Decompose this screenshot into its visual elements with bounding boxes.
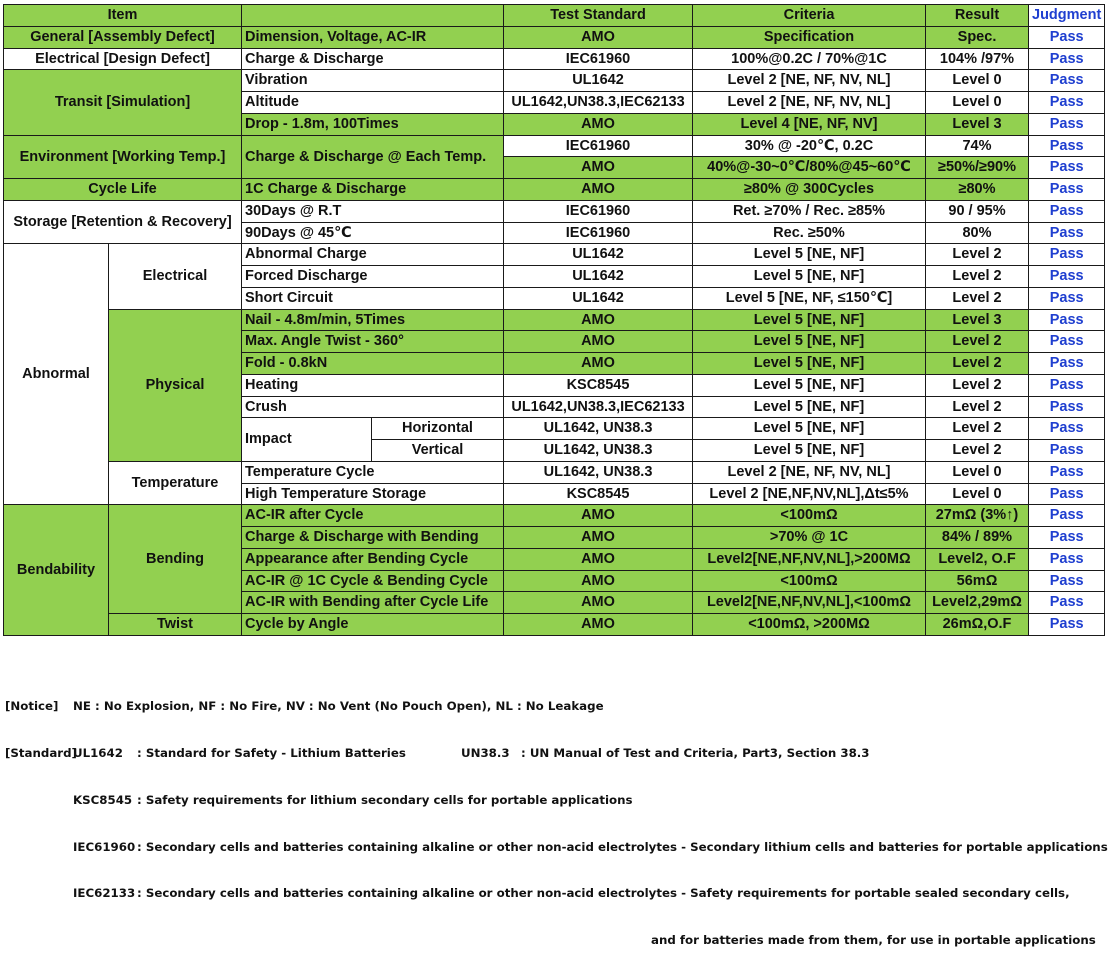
table-row xyxy=(4,244,1105,266)
result-cell: Level 2 xyxy=(926,374,1029,396)
judgment-cell: Pass xyxy=(1029,309,1105,331)
criteria-cell: Level 5 [NE, NF] xyxy=(693,353,926,375)
criteria-cell: Level 5 [NE, NF] xyxy=(693,331,926,353)
standard-cell: AMO xyxy=(504,614,693,636)
result-cell: Level 3 xyxy=(926,113,1029,135)
standard-line-iec61960 xyxy=(5,839,1108,856)
test-cell: Altitude xyxy=(242,92,504,114)
standard-cell: KSC8545 xyxy=(504,374,693,396)
header-result: Result xyxy=(926,5,1029,27)
criteria-cell: <100mΩ xyxy=(693,505,926,527)
judgment-cell: Pass xyxy=(1029,374,1105,396)
criteria-cell: Ret. ≥70% / Rec. ≥85% xyxy=(693,200,926,222)
header-criteria: Criteria xyxy=(693,5,926,27)
test-cell: Nail - 4.8m/min, 5Times xyxy=(242,309,504,331)
standard-desc: and for batteries made from them, for use in portable applications xyxy=(651,933,1096,948)
standard-cell: AMO xyxy=(504,592,693,614)
criteria-cell: Level 5 [NE, NF] xyxy=(693,309,926,331)
result-cell: Level 3 xyxy=(926,309,1029,331)
result-cell: ≥80% xyxy=(926,179,1029,201)
category-cell: Cycle Life xyxy=(4,179,242,201)
result-cell: Level 2 xyxy=(926,287,1029,309)
standard-cell: IEC61960 xyxy=(504,48,693,70)
standard-line-iec62133-cont xyxy=(5,933,1096,949)
criteria-cell: Level2[NE,NF,NV,NL],>200MΩ xyxy=(693,548,926,570)
criteria-cell: >70% @ 1C xyxy=(693,527,926,549)
standard-cell: IEC61960 xyxy=(504,135,693,157)
result-cell: Level 2 xyxy=(926,396,1029,418)
test-cell: Short Circuit xyxy=(242,287,504,309)
standard-cell: UL1642, UN38.3 xyxy=(504,461,693,483)
result-cell: 90 / 95% xyxy=(926,200,1029,222)
standard-cell: AMO xyxy=(504,309,693,331)
judgment-cell: Pass xyxy=(1029,157,1105,179)
standard-desc: : Safety requirements for lithium secondary cells for portable applications xyxy=(137,792,633,807)
standard-cell: UL1642 xyxy=(504,266,693,288)
result-cell: 74% xyxy=(926,135,1029,157)
standard-line-ul1642 xyxy=(5,745,870,762)
standard-key: KSC8545 xyxy=(73,792,133,807)
standard-cell: UL1642,UN38.3,IEC62133 xyxy=(504,92,693,114)
category-cell: Transit [Simulation] xyxy=(4,70,242,135)
judgment-cell: Pass xyxy=(1029,92,1105,114)
test-cell: 1C Charge & Discharge xyxy=(242,179,504,201)
judgment-cell: Pass xyxy=(1029,353,1105,375)
standard-cell: UL1642, UN38.3 xyxy=(504,440,693,462)
judgment-cell: Pass xyxy=(1029,331,1105,353)
subcategory-cell: Physical xyxy=(109,309,242,461)
standard-cell: UL1642, UN38.3 xyxy=(504,418,693,440)
test-cell: Drop - 1.8m, 100Times xyxy=(242,113,504,135)
test-cell: Charge & Discharge @ Each Temp. xyxy=(242,135,504,179)
criteria-cell: Level 2 [NE,NF,NV,NL],Δt≤5% xyxy=(693,483,926,505)
criteria-cell: Level 4 [NE, NF, NV] xyxy=(693,113,926,135)
judgment-cell: Pass xyxy=(1029,48,1105,70)
criteria-cell: Level 2 [NE, NF, NV, NL] xyxy=(693,70,926,92)
standard-cell: UL1642 xyxy=(504,287,693,309)
judgment-cell: Pass xyxy=(1029,26,1105,48)
result-cell: Level 2 xyxy=(926,353,1029,375)
standard-cell: UL1642,UN38.3,IEC62133 xyxy=(504,396,693,418)
standard-cell: KSC8545 xyxy=(504,483,693,505)
test-cell: AC-IR with Bending after Cycle Life xyxy=(242,592,504,614)
test-cell: Crush xyxy=(242,396,504,418)
criteria-cell: Level 2 [NE, NF, NV, NL] xyxy=(693,92,926,114)
standard-cell: AMO xyxy=(504,527,693,549)
result-cell: 27mΩ (3%↑) xyxy=(926,505,1029,527)
criteria-cell: 30% @ -20℃, 0.2C xyxy=(693,135,926,157)
test-cell: High Temperature Storage xyxy=(242,483,504,505)
test-cell: Abnormal Charge xyxy=(242,244,504,266)
criteria-cell: Level 5 [NE, NF] xyxy=(693,418,926,440)
standard-line-iec62133 xyxy=(5,886,1070,902)
standard-cell: AMO xyxy=(504,570,693,592)
judgment-cell: Pass xyxy=(1029,113,1105,135)
table-row xyxy=(4,614,1105,636)
subcategory-cell: Twist xyxy=(109,614,242,636)
standard-label: [Standard] xyxy=(5,745,77,760)
result-cell: Level2,29mΩ xyxy=(926,592,1029,614)
criteria-cell: Rec. ≥50% xyxy=(693,222,926,244)
criteria-cell: Level 5 [NE, NF, ≤150℃] xyxy=(693,287,926,309)
test-cell: Heating xyxy=(242,374,504,396)
result-cell: 56mΩ xyxy=(926,570,1029,592)
header-row xyxy=(4,5,1105,27)
criteria-cell: Level 5 [NE, NF] xyxy=(693,244,926,266)
table-row xyxy=(4,309,1105,331)
judgment-cell: Pass xyxy=(1029,505,1105,527)
standard-cell: IEC61960 xyxy=(504,200,693,222)
category-cell: Abnormal xyxy=(4,244,109,505)
result-cell: Level2, O.F xyxy=(926,548,1029,570)
table-row xyxy=(4,26,1105,48)
test-cell: 30Days @ R.T xyxy=(242,200,504,222)
category-cell: Storage [Retention & Recovery] xyxy=(4,200,242,244)
judgment-cell: Pass xyxy=(1029,266,1105,288)
standard-cell: AMO xyxy=(504,179,693,201)
test-cell: Vibration xyxy=(242,70,504,92)
judgment-cell: Pass xyxy=(1029,570,1105,592)
criteria-cell: <100mΩ xyxy=(693,570,926,592)
test-cell: Max. Angle Twist - 360° xyxy=(242,331,504,353)
battery-test-results-table xyxy=(3,4,1105,636)
category-cell: General [Assembly Defect] xyxy=(4,26,242,48)
table-row xyxy=(4,200,1105,222)
criteria-cell: Level2[NE,NF,NV,NL],<100mΩ xyxy=(693,592,926,614)
judgment-cell: Pass xyxy=(1029,592,1105,614)
judgment-cell: Pass xyxy=(1029,222,1105,244)
criteria-cell: Specification xyxy=(693,26,926,48)
standard-key: UN38.3 xyxy=(461,745,510,760)
test-cell: 90Days @ 45℃ xyxy=(242,222,504,244)
table-row xyxy=(4,70,1105,92)
judgment-cell: Pass xyxy=(1029,548,1105,570)
result-cell: Level 0 xyxy=(926,70,1029,92)
judgment-cell: Pass xyxy=(1029,461,1105,483)
result-cell: Level 2 xyxy=(926,266,1029,288)
standard-cell: AMO xyxy=(504,157,693,179)
test-cell: Impact xyxy=(242,418,372,462)
judgment-cell: Pass xyxy=(1029,135,1105,157)
standard-cell: IEC61960 xyxy=(504,222,693,244)
test-cell: Forced Discharge xyxy=(242,266,504,288)
test-variant-cell: Vertical xyxy=(372,440,504,462)
standard-desc: : Secondary cells and batteries containing alkaline or other non-acid electrolytes - Secondary lithium cells and batteries for portable applications xyxy=(137,839,1108,854)
result-cell: Level 2 xyxy=(926,244,1029,266)
criteria-cell: Level 5 [NE, NF] xyxy=(693,266,926,288)
standard-line-ksc8545 xyxy=(5,792,633,809)
judgment-cell: Pass xyxy=(1029,440,1105,462)
standard-cell: AMO xyxy=(504,505,693,527)
result-cell: 26mΩ,O.F xyxy=(926,614,1029,636)
header-item: Item xyxy=(4,5,242,27)
standard-cell: AMO xyxy=(504,113,693,135)
criteria-cell: Level 5 [NE, NF] xyxy=(693,440,926,462)
subcategory-cell: Temperature xyxy=(109,461,242,505)
result-cell: Level 0 xyxy=(926,92,1029,114)
standard-cell: AMO xyxy=(504,331,693,353)
category-cell: Environment [Working Temp.] xyxy=(4,135,242,179)
result-cell: 84% / 89% xyxy=(926,527,1029,549)
test-cell: Dimension, Voltage, AC-IR xyxy=(242,26,504,48)
criteria-cell: 100%@0.2C / 70%@1C xyxy=(693,48,926,70)
test-cell: Temperature Cycle xyxy=(242,461,504,483)
standard-cell: UL1642 xyxy=(504,244,693,266)
result-cell: Spec. xyxy=(926,26,1029,48)
category-cell: Bendability xyxy=(4,505,109,636)
notice-text: NE : No Explosion, NF : No Fire, NV : No Vent (No Pouch Open), NL : No Leakage xyxy=(73,699,604,714)
test-cell: AC-IR after Cycle xyxy=(242,505,504,527)
criteria-cell: <100mΩ, >200MΩ xyxy=(693,614,926,636)
result-cell: Level 2 xyxy=(926,331,1029,353)
test-cell: Charge & Discharge xyxy=(242,48,504,70)
test-cell: Cycle by Angle xyxy=(242,614,504,636)
standard-cell: AMO xyxy=(504,548,693,570)
judgment-cell: Pass xyxy=(1029,200,1105,222)
test-cell: Charge & Discharge with Bending xyxy=(242,527,504,549)
table-row xyxy=(4,505,1105,527)
standard-desc: : UN Manual of Test and Criteria, Part3, Section 38.3 xyxy=(521,745,870,760)
category-cell: Electrical [Design Defect] xyxy=(4,48,242,70)
standard-cell: AMO xyxy=(504,353,693,375)
result-cell: Level 0 xyxy=(926,461,1029,483)
notice-line xyxy=(5,699,604,715)
result-cell: Level 2 xyxy=(926,418,1029,440)
result-cell: ≥50%/≥90% xyxy=(926,157,1029,179)
subcategory-cell: Electrical xyxy=(109,244,242,309)
judgment-cell: Pass xyxy=(1029,244,1105,266)
standard-key: IEC62133 xyxy=(73,886,136,901)
judgment-cell: Pass xyxy=(1029,614,1105,636)
table-row xyxy=(4,135,1105,157)
judgment-cell: Pass xyxy=(1029,527,1105,549)
judgment-cell: Pass xyxy=(1029,70,1105,92)
test-cell: Fold - 0.8kN xyxy=(242,353,504,375)
subcategory-cell: Bending xyxy=(109,505,242,614)
test-variant-cell: Horizontal xyxy=(372,418,504,440)
standard-desc: : Secondary cells and batteries containing alkaline or other non-acid electrolytes - Safety requirements for portable sealed secondary cells, xyxy=(137,886,1070,901)
criteria-cell: Level 2 [NE, NF, NV, NL] xyxy=(693,461,926,483)
standard-cell: UL1642 xyxy=(504,70,693,92)
result-cell: 80% xyxy=(926,222,1029,244)
table-row xyxy=(4,48,1105,70)
test-cell: AC-IR @ 1C Cycle & Bending Cycle xyxy=(242,570,504,592)
result-cell: Level 2 xyxy=(926,440,1029,462)
result-cell: Level 0 xyxy=(926,483,1029,505)
footnotes xyxy=(5,668,1108,964)
judgment-cell: Pass xyxy=(1029,287,1105,309)
table-row xyxy=(4,461,1105,483)
criteria-cell: ≥80% @ 300Cycles xyxy=(693,179,926,201)
table-row xyxy=(4,179,1105,201)
header-standard: Test Standard xyxy=(504,5,693,27)
standard-key: UL1642 xyxy=(73,745,123,760)
standard-desc: : Standard for Safety - Lithium Batteries xyxy=(137,745,406,760)
header-judgment: Judgment xyxy=(1029,5,1105,27)
test-cell: Appearance after Bending Cycle xyxy=(242,548,504,570)
standard-key: IEC61960 xyxy=(73,839,136,854)
criteria-cell: Level 5 [NE, NF] xyxy=(693,396,926,418)
judgment-cell: Pass xyxy=(1029,483,1105,505)
criteria-cell: Level 5 [NE, NF] xyxy=(693,374,926,396)
criteria-cell: 40%@-30~0℃/80%@45~60℃ xyxy=(693,157,926,179)
standard-cell: AMO xyxy=(504,26,693,48)
header-test-name xyxy=(242,5,504,27)
notice-label: [Notice] xyxy=(5,699,59,714)
judgment-cell: Pass xyxy=(1029,179,1105,201)
result-cell: 104% /97% xyxy=(926,48,1029,70)
judgment-cell: Pass xyxy=(1029,396,1105,418)
judgment-cell: Pass xyxy=(1029,418,1105,440)
